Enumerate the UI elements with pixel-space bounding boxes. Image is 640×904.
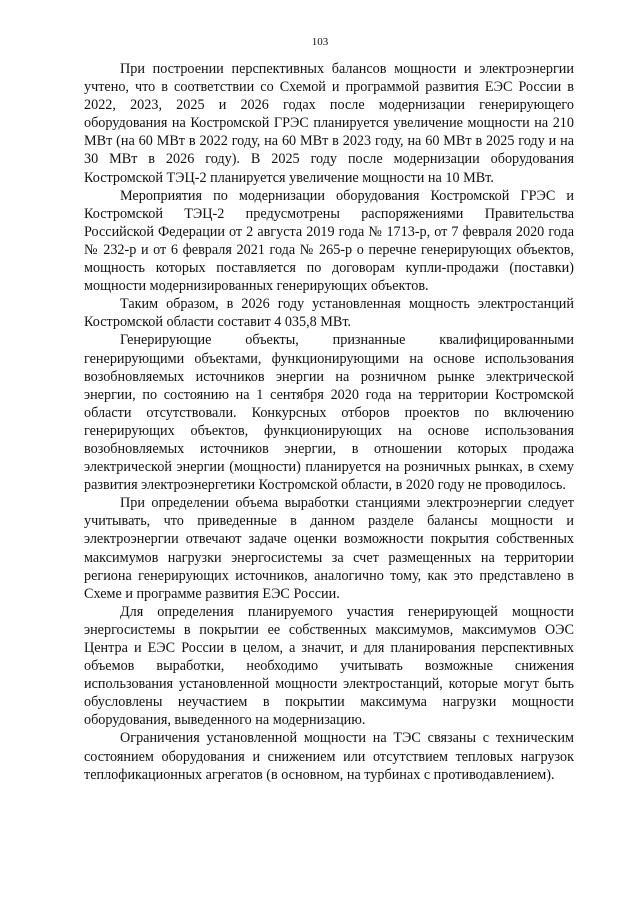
paragraph-government-orders: Мероприятия по модернизации оборудования Костромской ГРЭС и Костромской ТЭЦ-2 предусмотрены распоряжениями Правительства Российской Федерации от 2 августа 2019 года № 1713-р, от 7 февраля 2020 года № 232-р и от 6 февраля 2021 года № 265-р о перечне генерирующих объектов, мощность которых поставляется по договорам купли-продажи (поставки) мощности модернизированных генерирующих объектов. xyxy=(84,187,574,295)
paragraph-tpp-limitations: Ограничения установленной мощности на ТЭС связаны с техническим состоянием оборудования и снижением или отсутствием тепловых нагрузок теплофикационных агрегатов (в основном, на турбинах с противодавлением). xyxy=(84,730,574,783)
document-body xyxy=(84,60,574,784)
paragraph-modernization-balances: При построении перспективных балансов мощности и электроэнергии учтено, что в соответствии со Схемой и программой развития ЕЭС России в 2022, 2023, 2025 и 2026 годах после модернизации генерирующего оборудования на Костромской ГРЭС планируется увеличение мощности на 210 МВт (на 60 МВт в 2022 году, на 60 МВт в 2023 году, на 60 МВт в 2025 году и на 30 МВт в 2026 году). В 2025 году после модернизации оборудования Костромской ТЭЦ-2 планируется увеличение мощности на 10 МВт. xyxy=(84,61,574,186)
paragraph-renewable-sources: Генерирующие объекты, признанные квалифицированными генерирующими объектами, функционирующими на основе использования возобновляемых источников энергии на розничном рынке электрической энергии, по состоянию на 1 сентября 2020 года на территории Костромской области отсутствовали. Конкурсных отборов проектов по включению генерирующих объектов, функционирующих на основе использования возобновляемых источников энергии, в отношении которых продажа электрической энергии (мощности) планируется на розничных рынках, в схему развития электроэнергетики Костромской области, в 2020 году не проводилось. xyxy=(84,332,574,494)
paragraph-peak-coverage: Для определения планируемого участия генерирующей мощности энергосистемы в покрытии ее собственных максимумов, максимумов ОЭС Центра и ЕЭС России в целом, а значит, и для планирования перспективных объемов выработки, необходимо учитывать возможные снижения использования установленной мощности электростанций, которые могут быть обусловлены неучастием в покрытии максимума нагрузки мощности оборудования, выведенного на модернизацию. xyxy=(84,603,574,729)
paragraph-installed-capacity-2026: Таким образом, в 2026 году установленная мощность электростанций Костромской области составит 4 035,8 МВт. xyxy=(84,296,574,331)
page-number: 103 xyxy=(311,36,329,48)
paragraph-generation-volume: При определении объема выработки станциями электроэнергии следует учитывать, что приведенные в данном разделе балансы мощности и электроэнергии отвечают задаче оценки возможности покрытия собственных максимумов нагрузки энергосистемы за счет размещенных на территории региона генерирующих источников, аналогично тому, как это представлено в Схеме и программе развития ЕЭС России. xyxy=(84,495,574,602)
